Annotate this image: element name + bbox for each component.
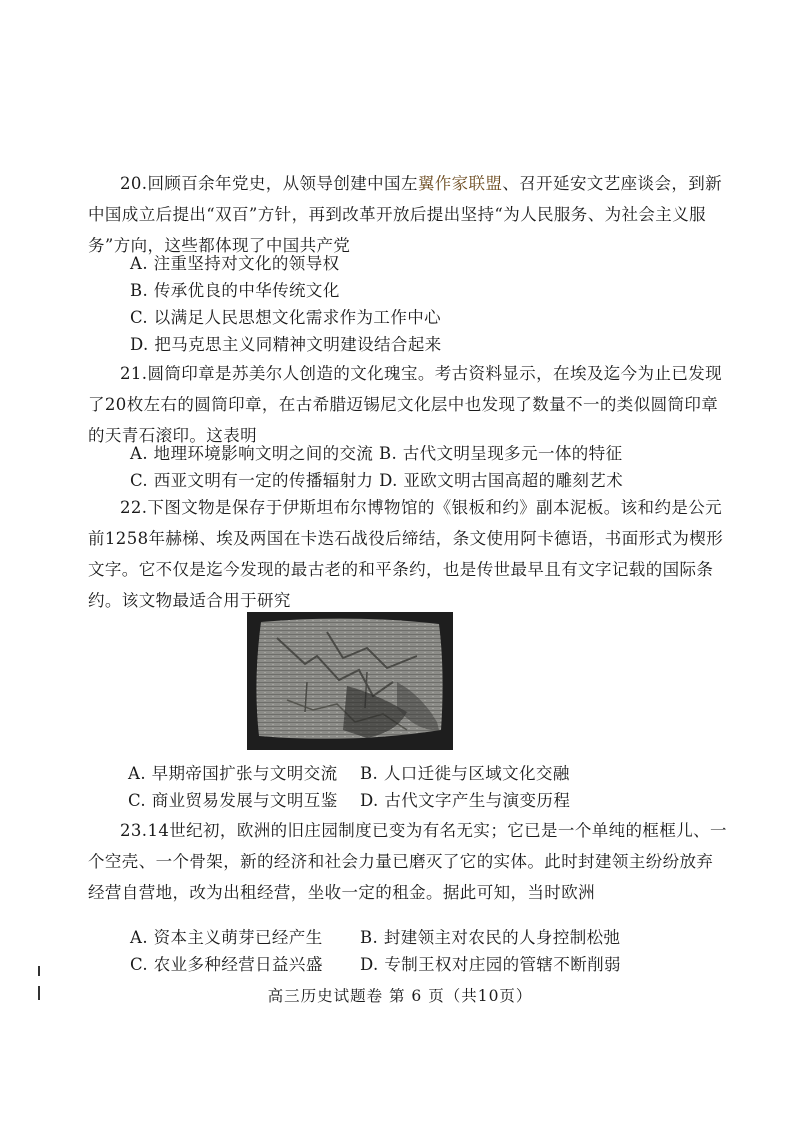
question-23-option-a[interactable]: A. 资本主义萌芽已经产生 (130, 928, 323, 947)
question-20-stem-highlight: 翼作家联盟 (417, 174, 503, 193)
question-22-option-d[interactable]: D. 古代文字产生与演变历程 (360, 791, 571, 810)
question-20-option-b[interactable]: B. 传承优良的中华传统文化 (130, 281, 340, 300)
silver-treaty-tablet-photo (247, 612, 453, 750)
question-22-stem: 22.下图文物是保存于伊斯坦布尔博物馆的《银板和约》副本泥板。该和约是公元前1258年赫梯、埃及两国在卡迭石战役后缔结，条文使用阿卡德语，书面形式为楔形文字。它不仅是迄今发现的最古老的和平条约，也是传世最早且有文字记载的国际条约。该文物最适合用于研究 (88, 498, 724, 610)
question-21-options-ab[interactable]: A. 地理环境影响文明之间的交流 B. 古代文明呈现多元一体的特征 (130, 444, 623, 463)
clay-tablet-image (247, 612, 453, 750)
question-22-option-b[interactable]: B. 人口迁徙与区域文化交融 (360, 764, 570, 783)
question-20-option-a[interactable]: A. 注重坚持对文化的领导权 (130, 254, 340, 273)
page-footer: 高三历史试题卷 第 6 页（共10页） (267, 987, 533, 1005)
margin-mark (38, 966, 40, 976)
question-21-options-cd[interactable]: C. 西亚文明有一定的传播辐射力 D. 亚欧文明古国高超的雕刻艺术 (130, 471, 624, 490)
question-21-stem: 21.圆筒印章是苏美尔人创造的文化瑰宝。考古资料显示，在埃及迄今为止已发现了20枚左右的圆筒印章，在古希腊迈锡尼文化层中也发现了数量不一的类似圆筒印章的天青石滚印。这表明 (88, 364, 723, 445)
question-20-stem-part2: 、召开延安文艺座谈会，到新中国成立后提出“双百”方针，再到改革开放后提出坚持“为人民服务、为社会主义服务”方向，这些都体现了中国共产党 (88, 174, 723, 255)
question-23-stem: 23.14世纪初，欧洲的旧庄园制度已变为有名无实；它已是一个单纯的框框儿、一个空壳、一个骨架，新的经济和社会力量已磨灭了它的实体。此时封建领主纷纷放弃经营自营地，改为出租经营，坐收一定的租金。据此可知，当时欧洲 (88, 821, 727, 902)
question-22-option-a[interactable]: A. 早期帝国扩张与文明交流 (128, 764, 338, 783)
question-23-option-b[interactable]: B. 封建领主对农民的人身控制松弛 (360, 928, 621, 947)
question-20-stem-part1: 20.回顾百余年党史，从领导创建中国左 (120, 174, 418, 193)
question-20-stem (88, 168, 728, 261)
question-23-option-c[interactable]: C. 农业多种经营日益兴盛 (130, 955, 323, 974)
question-20-option-d[interactable]: D. 把马克思主义同精神文明建设结合起来 (130, 335, 442, 354)
question-23-option-d[interactable]: D. 专制王权对庄园的管辖不断削弱 (360, 955, 621, 974)
question-22-option-c[interactable]: C. 商业贸易发展与文明互鉴 (128, 791, 338, 810)
question-20-option-c[interactable]: C. 以满足人民思想文化需求作为工作中心 (130, 308, 442, 327)
